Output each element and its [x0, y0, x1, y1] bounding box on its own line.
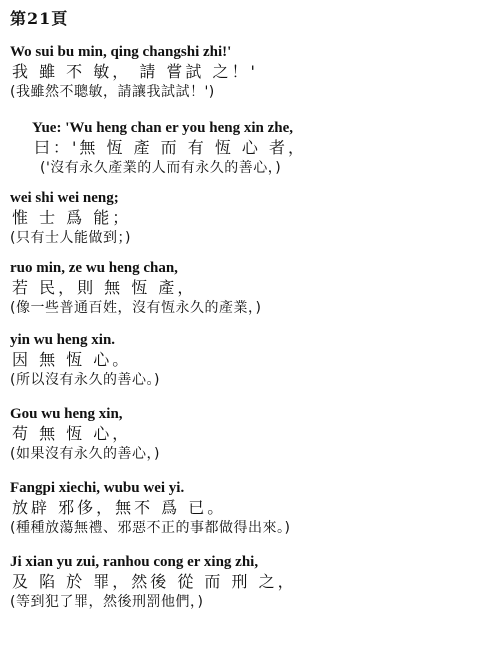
page-number: 第21頁: [10, 9, 69, 28]
gloss-line: (等到犯了罪，然後刑罰他們，): [10, 594, 204, 610]
chinese-line: 苟 無 恆 心，: [12, 424, 132, 443]
gloss-line: (我雖然不聰敏，請讓我試試！'): [10, 84, 215, 100]
chinese-line: 我 雖 不 敏， 請 嘗試 之！': [12, 62, 258, 81]
gloss-line: (只有士人能做到；): [10, 230, 131, 246]
gloss-line: (所以沒有永久的善心。): [10, 372, 160, 388]
pinyin-line: Ji xian yu zui, ranhou cong er xing zhi,: [10, 554, 259, 570]
pinyin-line: wei shi wei neng;: [10, 190, 119, 206]
chinese-line: 及 陷 於 罪，然後 從 而 刑 之，: [12, 572, 297, 591]
pinyin-line: Fangpi xiechi, wubu wei yi.: [10, 480, 185, 496]
passage-4: [10, 258, 490, 318]
chinese-line: 因 無 恆 心。: [12, 350, 132, 369]
chinese-line: 惟 士 爲 能；: [12, 208, 132, 227]
passage-5: [10, 330, 490, 390]
chinese-line: 放辟 邪侈，無不 爲 已。: [12, 498, 227, 517]
pinyin-line: Wo sui bu min, qing changshi zhi!': [10, 44, 232, 60]
passage-8: [10, 552, 490, 612]
gloss-line: ('沒有永久產業的人而有永久的善心，): [40, 160, 282, 176]
passage-3: [10, 188, 490, 248]
passage-2: [32, 118, 500, 178]
chinese-line: 若 民，則 無 恆 產，: [12, 278, 197, 297]
pinyin-line: Gou wu heng xin,: [10, 406, 123, 422]
gloss-line: (如果沒有永久的善心，): [10, 446, 160, 462]
gloss-line: (種種放蕩無禮、邪惡不正的事都做得出來。): [10, 520, 291, 536]
gloss-line: (像一些普通百姓，沒有恆永久的產業，): [10, 300, 262, 316]
passage-7: [10, 478, 490, 538]
pinyin-line: ruo min, ze wu heng chan,: [10, 260, 178, 276]
chinese-line: 曰：'無 恆 產 而 有 恆 心 者，: [34, 138, 308, 157]
pinyin-line: Yue: 'Wu heng chan er you heng xin zhe,: [32, 120, 294, 136]
passage-6: [10, 404, 490, 464]
pinyin-line: yin wu heng xin.: [10, 332, 116, 348]
passage-1: [10, 42, 490, 102]
